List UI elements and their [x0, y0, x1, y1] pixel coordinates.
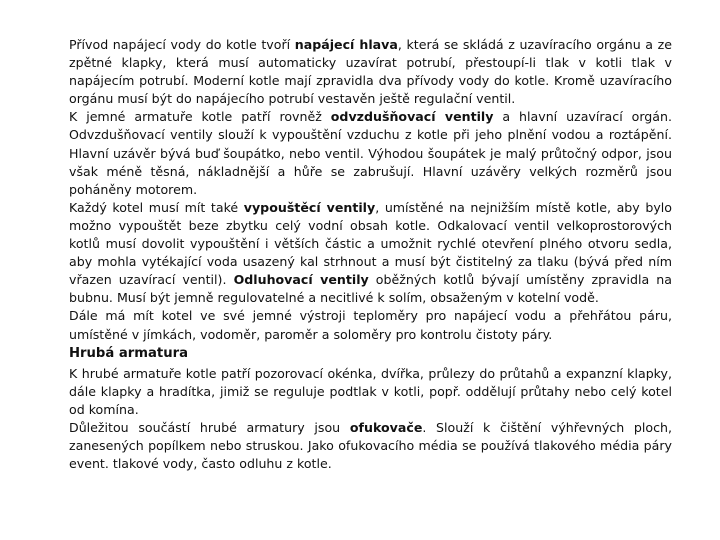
paragraph-drain-valves: Každý kotel musí mít také vypouštěcí ventily, umístěné na nejnižším místě kotle, aby bylo možno vypouštět beze zbytku celý vodní obsah kotle. Odkalovací ventil velkoprostorových kotlů musí dovolit vypouštění i větších částic a umožnit rychlé otevření plného otvoru sedla, aby mohla vytékající voda usazený kal strhnout a musí být čistitelný za tlaku (bývá před ním vřazen uzavírací ventil). Odluhovací ventily oběžných kotlů bývají umístěny zpravidla na bubnu. Musí být jemně regulovatelné a necitlivé k solím, obsaženým v kotelní vodě. — [69, 199, 672, 306]
term-odvzdusnovaci-ventily: odvzdušňovací ventily — [330, 109, 494, 125]
paragraph-feed-head: Přívod napájecí vody do kotle tvoří napájecí hlava, která se skládá z uzavíracího orgánu a ze zpětné klapky, která musí automaticky uzavírat potrubí, přestoupí-li tlak v kotli tlak v napájecím potrubí. Moderní kotle mají zpravidla dva přívody vody do kotle. Kromě uzavíracího orgánu musí být do napájecího potrubí vestavěn ještě regulační ventil. — [69, 37, 672, 107]
term-odluhovaci-ventily: Odluhovací ventily — [233, 272, 369, 288]
paragraph-vent-valves: K jemné armatuře kotle patří rovněž odvzdušňovací ventily a hlavní uzavírací orgán. Odvzdušňovací ventily slouží k vypouštění vzduchu z kotle při jeho plnění vodou a roztápění. Hlavní uzávěr bývá buď šoupátko, nebo ventil. Výhodou šoupátek je malý průtočný odpor, jsou však méně těsná, nákladnější a hůře se zabrušují. Hlavní uzávěry velkých rozměrů jsou poháněny motorem. — [69, 109, 672, 197]
section-heading: Hrubá armatura — [69, 345, 188, 361]
term-vypousteci-ventily: vypouštěcí ventily — [243, 199, 376, 215]
paragraph-thermometers: Dále má mít kotel ve své jemné výstroji teploměry pro napájecí vodu a přehřátou páru, umístěné v jímkách, vodoměr, paroměr a soloměry pro kontrolu čistoty páry. — [69, 308, 672, 342]
term-ofukovace: ofukovače — [349, 419, 423, 435]
document-body — [69, 36, 672, 473]
term-napajeci-hlava: napájecí hlava — [294, 37, 398, 52]
paragraph-soot-blowers: Důležitou součástí hrubé armatury jsou ofukovače. Slouží k čištění výhřevných ploch, zanesených popílkem nebo struskou. Jako ofukovacího média se používá tlakového média páry event. tlakové vody, často odluhu z kotle. — [69, 419, 672, 472]
paragraph-coarse-fittings: K hrubé armatuře kotle patří pozorovací okénka, dvířka, průlezy do průtahů a expanzní klapky, dále klapky a hradítka, jimiž se reguluje podtlak v kotli, popř. oddělují průtahy nebo celý kotel od komína. — [69, 365, 672, 417]
